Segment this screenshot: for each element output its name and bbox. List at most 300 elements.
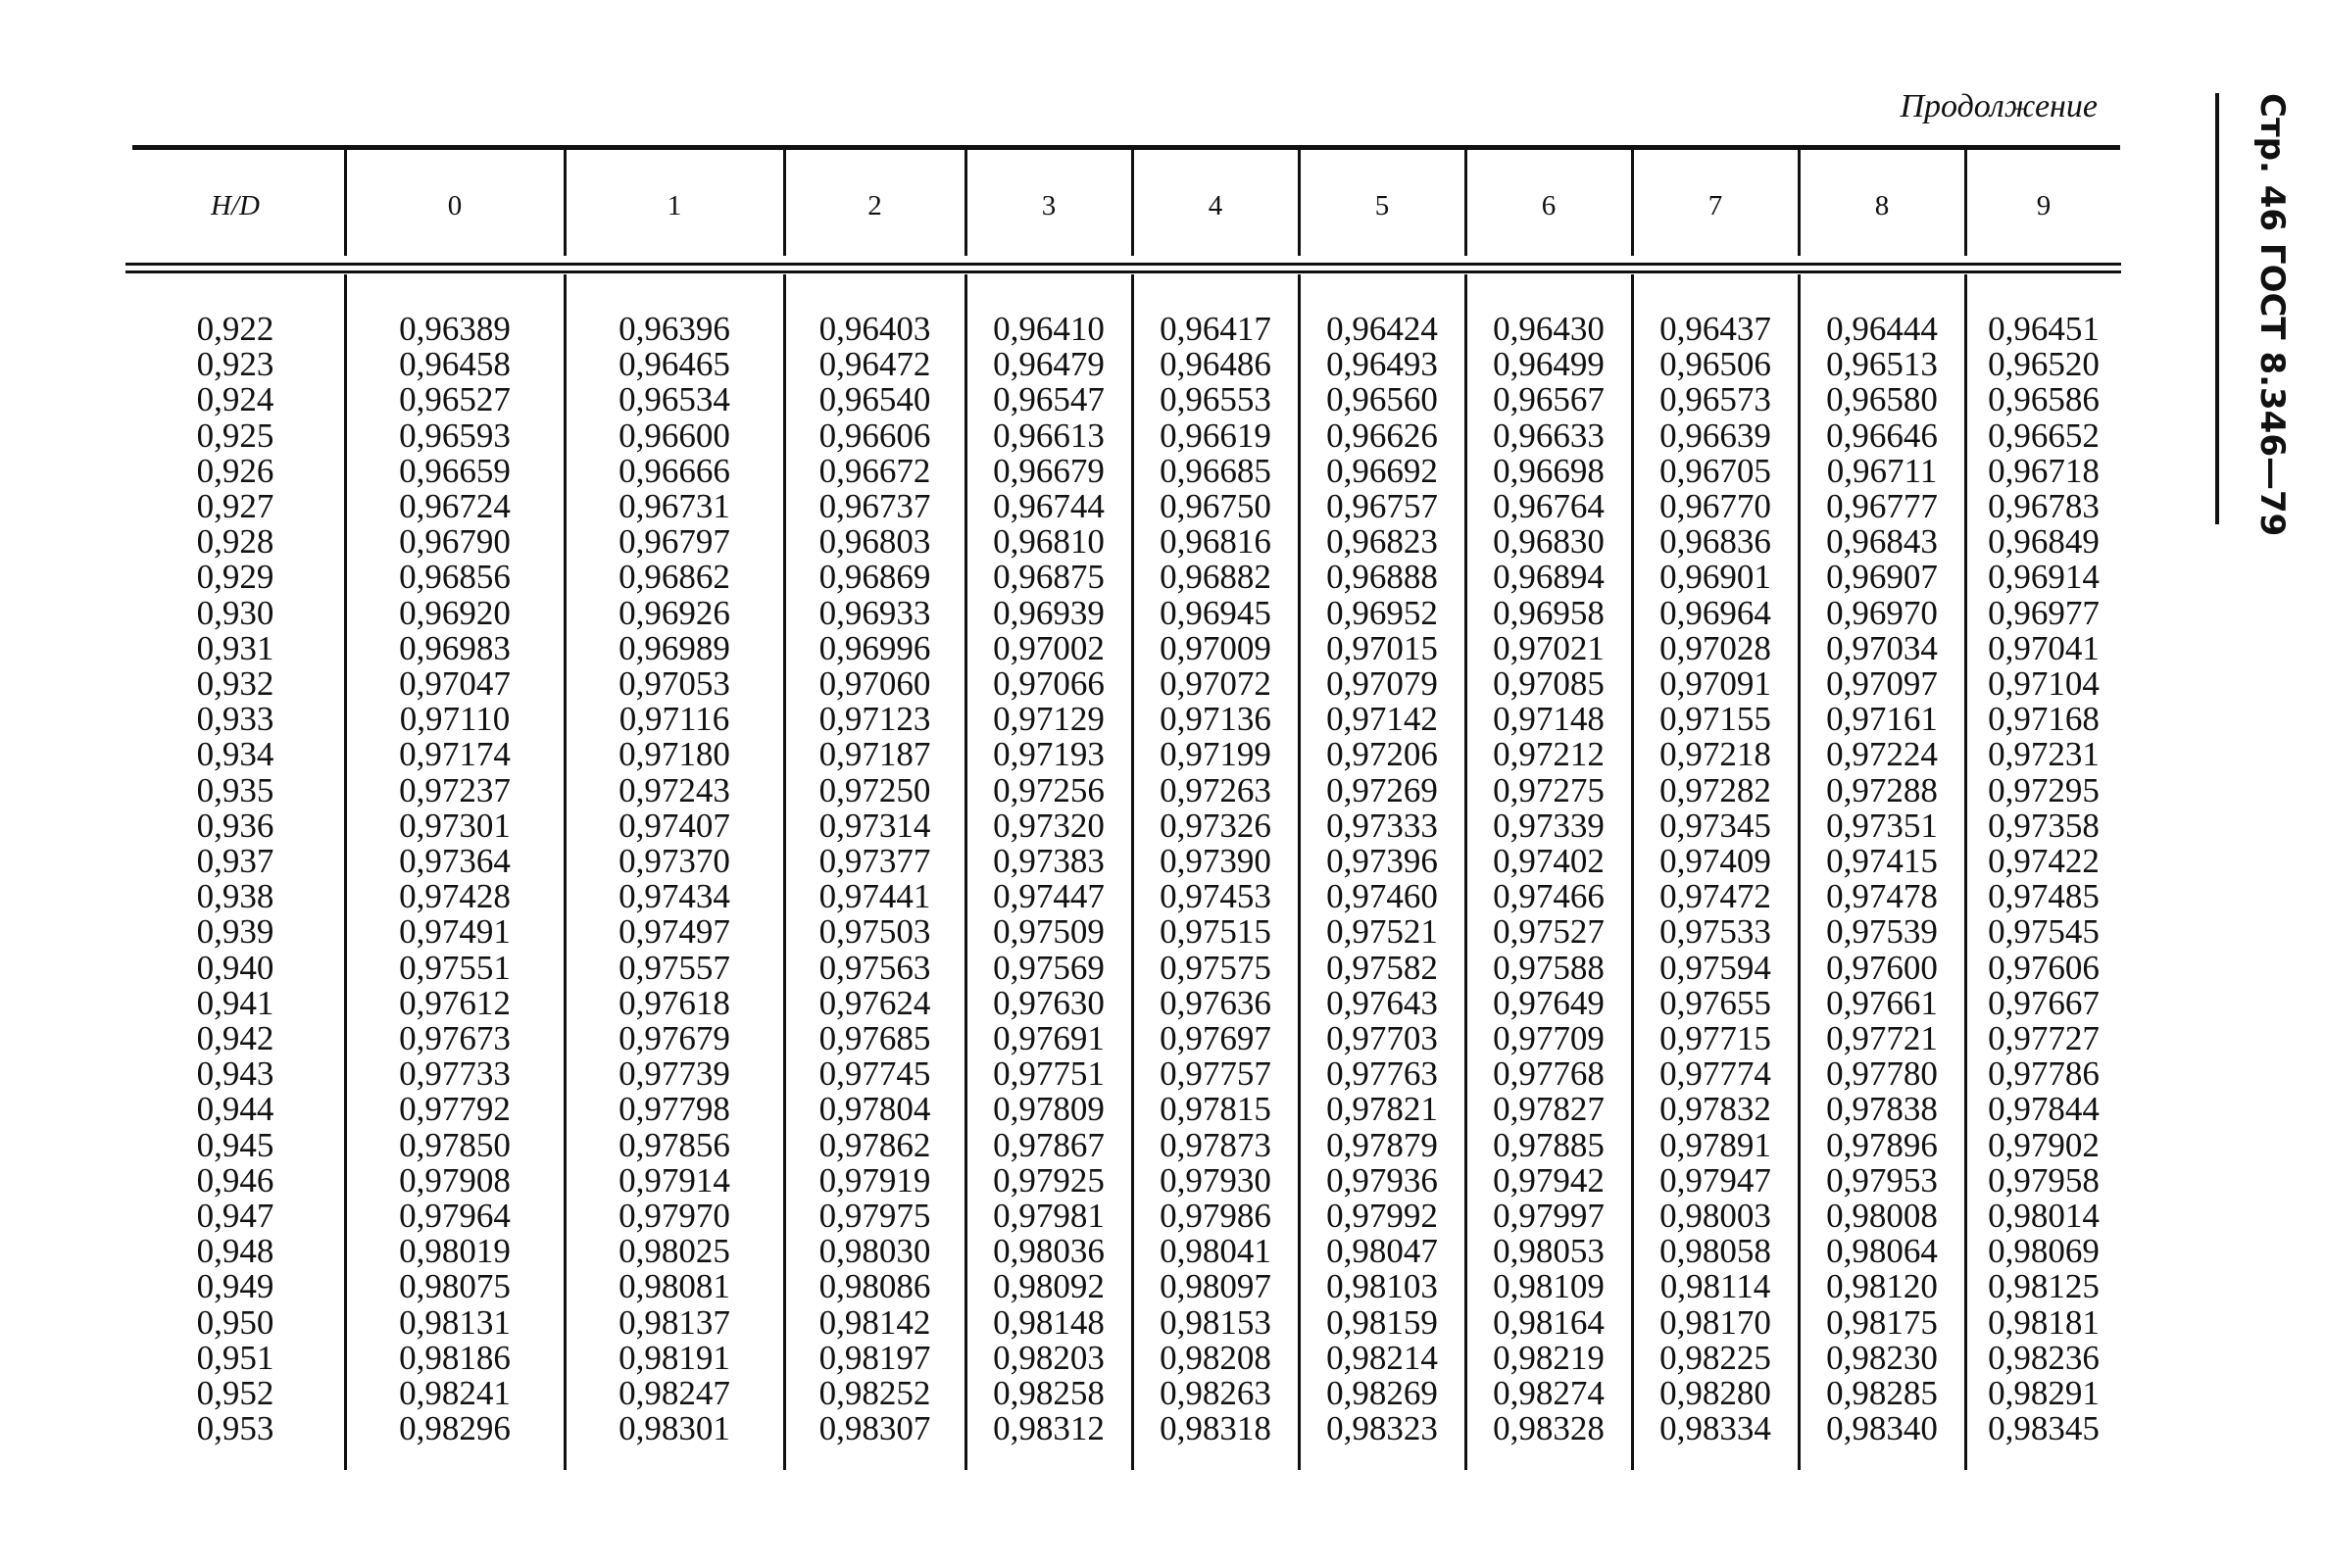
header-double-rule-lower <box>125 270 2121 273</box>
table-cell: 0,97815 <box>1160 1090 1271 1129</box>
table-cell: 0,96816 <box>1160 522 1271 562</box>
table-cell: 0,97612 <box>399 983 511 1022</box>
table-cell: 0,97237 <box>399 770 511 809</box>
table-cell: 0,96750 <box>1160 487 1271 525</box>
table-cell: 0,97992 <box>1326 1197 1438 1235</box>
table-cell: 0,97856 <box>618 1125 730 1164</box>
table-cell: 0,97551 <box>399 948 511 987</box>
hd-value-cell: 0,933 <box>196 700 274 739</box>
table-cell: 0,97174 <box>399 735 511 774</box>
table-cell: 0,96970 <box>1826 593 1938 632</box>
table-cell: 0,96989 <box>618 628 730 667</box>
table-cell: 0,96810 <box>993 522 1105 562</box>
table-cell: 0,97630 <box>993 983 1105 1022</box>
table-cell: 0,96888 <box>1326 558 1438 597</box>
table-cell: 0,97661 <box>1826 983 1938 1022</box>
table-cell: 0,96875 <box>993 558 1105 597</box>
header-cell-0: 0 <box>447 190 463 221</box>
table-cell: 0,96424 <box>1326 310 1438 348</box>
table-row <box>0 1338 2156 1377</box>
hd-value-cell: 0,928 <box>196 522 274 562</box>
table-row <box>0 312 2156 347</box>
table-row <box>0 1269 2156 1304</box>
table-cell: 0,96869 <box>818 558 931 597</box>
table-cell: 0,97515 <box>1160 912 1271 952</box>
table-cell: 0,98219 <box>1493 1338 1605 1377</box>
table-row <box>0 666 2156 702</box>
column-divider <box>1631 150 1634 256</box>
table-cell: 0,97643 <box>1326 983 1438 1022</box>
table-cell: 0,97110 <box>399 700 511 739</box>
table-cell: 0,98030 <box>818 1232 931 1271</box>
table-cell: 0,97569 <box>993 948 1105 987</box>
table-cell: 0,97997 <box>1493 1197 1605 1235</box>
table-row <box>0 808 2156 844</box>
table-cell: 0,97873 <box>1160 1125 1271 1164</box>
table-cell: 0,97975 <box>818 1197 931 1235</box>
hd-value-cell: 0,945 <box>196 1125 274 1164</box>
table-cell: 0,96958 <box>1493 593 1605 632</box>
table-cell: 0,96770 <box>1659 487 1771 525</box>
table-cell: 0,98301 <box>618 1409 730 1448</box>
table-cell: 0,97072 <box>1160 664 1271 703</box>
header-cell-5: 5 <box>1374 190 1390 221</box>
table-cell: 0,97981 <box>993 1197 1105 1235</box>
table-cell: 0,96823 <box>1326 522 1438 562</box>
hd-value-cell: 0,952 <box>196 1374 274 1412</box>
table-cell: 0,96977 <box>1988 593 2100 632</box>
table-cell: 0,96672 <box>818 451 931 490</box>
table-cell: 0,97390 <box>1160 842 1271 880</box>
table-cell: 0,97472 <box>1659 877 1771 916</box>
header-cell-8: 8 <box>1874 190 1890 221</box>
table-cell: 0,97339 <box>1493 806 1605 845</box>
table-cell: 0,97804 <box>818 1090 931 1129</box>
table-cell: 0,96901 <box>1659 558 1771 597</box>
table-cell: 0,97636 <box>1160 983 1271 1022</box>
hd-value-cell: 0,942 <box>196 1019 274 1057</box>
table-cell: 0,98125 <box>1988 1267 2100 1306</box>
table-cell: 0,96586 <box>1988 380 2100 419</box>
table-cell: 0,96939 <box>993 593 1105 632</box>
table-cell: 0,97288 <box>1826 770 1938 809</box>
table-cell: 0,98148 <box>993 1302 1105 1342</box>
table-cell: 0,98164 <box>1493 1302 1605 1342</box>
hd-value-cell: 0,930 <box>196 593 274 632</box>
table-cell: 0,98114 <box>1659 1267 1771 1306</box>
table-cell: 0,98208 <box>1160 1338 1271 1377</box>
hd-value-cell: 0,923 <box>196 345 274 384</box>
table-cell: 0,96458 <box>399 345 511 384</box>
table-cell: 0,97958 <box>1988 1160 2100 1200</box>
table-cell: 0,96619 <box>1160 416 1271 455</box>
table-cell: 0,96926 <box>618 593 730 632</box>
continuation-caption: Продолжение <box>1900 88 2098 124</box>
header-double-rule-upper <box>125 263 2121 266</box>
table-cell: 0,96724 <box>399 487 511 525</box>
table-row <box>0 1411 2156 1446</box>
table-cell: 0,98186 <box>399 1338 511 1377</box>
hd-value-cell: 0,936 <box>196 806 274 845</box>
table-cell: 0,96790 <box>399 522 511 562</box>
table-cell: 0,97715 <box>1659 1019 1771 1057</box>
column-divider <box>1131 150 1134 256</box>
table-row <box>0 347 2156 382</box>
table-cell: 0,97774 <box>1659 1054 1771 1094</box>
header-cell-1: 1 <box>667 190 682 221</box>
table-cell: 0,96783 <box>1988 487 2100 525</box>
table-cell: 0,96996 <box>818 628 931 667</box>
table-cell: 0,98296 <box>399 1409 511 1448</box>
table-cell: 0,97383 <box>993 842 1105 880</box>
table-cell: 0,96567 <box>1493 380 1605 419</box>
table-cell: 0,98014 <box>1988 1197 2100 1235</box>
table-cell: 0,98064 <box>1826 1232 1938 1271</box>
side-page-label-text: Стр. 46 ГОСТ 8.346—79 <box>2252 93 2292 537</box>
table-cell: 0,97155 <box>1659 700 1771 739</box>
table-cell: 0,96486 <box>1160 345 1271 384</box>
table-cell: 0,96606 <box>818 416 931 455</box>
table-cell: 0,98008 <box>1826 1197 1938 1235</box>
table-cell: 0,98263 <box>1160 1374 1271 1412</box>
hd-value-cell: 0,929 <box>196 558 274 597</box>
column-divider <box>965 150 967 256</box>
table-cell: 0,97282 <box>1659 770 1771 809</box>
column-divider <box>1298 150 1301 256</box>
table-cell: 0,97358 <box>1988 806 2100 845</box>
header-cell-hd: H/D <box>211 190 260 221</box>
table-cell: 0,96389 <box>399 310 511 348</box>
table-cell: 0,98230 <box>1826 1338 1938 1377</box>
table-cell: 0,96479 <box>993 345 1105 384</box>
table-cell: 0,98175 <box>1826 1302 1938 1342</box>
table-cell: 0,97703 <box>1326 1019 1438 1057</box>
hd-value-cell: 0,935 <box>196 770 274 809</box>
table-cell: 0,96945 <box>1160 593 1271 632</box>
table-cell: 0,96705 <box>1659 451 1771 490</box>
table-cell: 0,97673 <box>399 1019 511 1057</box>
table-cell: 0,97691 <box>993 1019 1105 1057</box>
table-cell: 0,97947 <box>1659 1160 1771 1200</box>
hd-value-cell: 0,926 <box>196 451 274 490</box>
table-cell: 0,97827 <box>1493 1090 1605 1129</box>
table-cell: 0,98280 <box>1659 1374 1771 1412</box>
table-cell: 0,97930 <box>1160 1160 1271 1200</box>
table-cell: 0,97832 <box>1659 1090 1771 1129</box>
table-cell: 0,97206 <box>1326 735 1438 774</box>
table-cell: 0,98312 <box>993 1409 1105 1448</box>
table-cell: 0,97936 <box>1326 1160 1438 1200</box>
table-cell: 0,97275 <box>1493 770 1605 809</box>
table-cell: 0,96417 <box>1160 310 1271 348</box>
table-row <box>0 593 2156 632</box>
hd-value-cell: 0,947 <box>196 1197 274 1235</box>
table-cell: 0,96560 <box>1326 380 1438 419</box>
table-cell: 0,98285 <box>1826 1374 1938 1412</box>
table-cell: 0,97867 <box>993 1125 1105 1164</box>
table-cell: 0,98340 <box>1826 1409 1938 1448</box>
table-cell: 0,97679 <box>618 1019 730 1057</box>
table-cell: 0,97908 <box>399 1160 511 1200</box>
hd-value-cell: 0,931 <box>196 628 274 667</box>
table-cell: 0,97034 <box>1826 628 1938 667</box>
table-cell: 0,96403 <box>818 310 931 348</box>
table-cell: 0,98142 <box>818 1302 931 1342</box>
table-cell: 0,97256 <box>993 770 1105 809</box>
table-row <box>0 983 2156 1022</box>
table-cell: 0,96757 <box>1326 487 1438 525</box>
table-cell: 0,97809 <box>993 1090 1105 1129</box>
header-cell-6: 6 <box>1541 190 1557 221</box>
table-cell: 0,98120 <box>1826 1267 1938 1306</box>
table-cell: 0,98131 <box>399 1302 511 1342</box>
table-cell: 0,97269 <box>1326 770 1438 809</box>
table-cell: 0,97396 <box>1326 842 1438 880</box>
table-cell: 0,97862 <box>818 1125 931 1164</box>
column-divider <box>564 150 567 256</box>
table-cell: 0,96534 <box>618 380 730 419</box>
table-cell: 0,97582 <box>1326 948 1438 987</box>
table-cell: 0,97136 <box>1160 700 1271 739</box>
table-cell: 0,97721 <box>1826 1019 1938 1057</box>
table-cell: 0,96843 <box>1826 522 1938 562</box>
table-cell: 0,97600 <box>1826 948 1938 987</box>
table-cell: 0,98137 <box>618 1302 730 1342</box>
table-cell: 0,96894 <box>1493 558 1605 597</box>
table-cell: 0,97891 <box>1659 1125 1771 1164</box>
table-cell: 0,97563 <box>818 948 931 987</box>
hd-value-cell: 0,934 <box>196 735 274 774</box>
table-cell: 0,98181 <box>1988 1302 2100 1342</box>
table-cell: 0,96547 <box>993 380 1105 419</box>
table-row <box>0 1021 2156 1056</box>
table-cell: 0,97422 <box>1988 842 2100 880</box>
header-cell-7: 7 <box>1707 190 1723 221</box>
table-cell: 0,97575 <box>1160 948 1271 987</box>
table-cell: 0,97896 <box>1826 1125 1938 1164</box>
table-cell: 0,97503 <box>818 912 931 952</box>
table-cell: 0,97509 <box>993 912 1105 952</box>
table-cell: 0,98153 <box>1160 1302 1271 1342</box>
table-cell: 0,97085 <box>1493 664 1605 703</box>
table-cell: 0,98334 <box>1659 1409 1771 1448</box>
hd-value-cell: 0,924 <box>196 380 274 419</box>
table-row <box>0 560 2156 595</box>
table-cell: 0,97545 <box>1988 912 2100 952</box>
table-cell: 0,97370 <box>618 842 730 880</box>
table-cell: 0,97757 <box>1160 1054 1271 1094</box>
hd-value-cell: 0,946 <box>196 1160 274 1200</box>
table-cell: 0,97539 <box>1826 912 1938 952</box>
table-cell: 0,97970 <box>618 1197 730 1235</box>
table-cell: 0,97594 <box>1659 948 1771 987</box>
table-cell: 0,96849 <box>1988 522 2100 562</box>
table-cell: 0,96520 <box>1988 345 2100 384</box>
table-cell: 0,97041 <box>1988 628 2100 667</box>
table-cell: 0,98236 <box>1988 1338 2100 1377</box>
table-cell: 0,97763 <box>1326 1054 1438 1094</box>
table-cell: 0,96437 <box>1659 310 1771 348</box>
hd-value-cell: 0,944 <box>196 1090 274 1129</box>
table-cell: 0,97649 <box>1493 983 1605 1022</box>
table-cell: 0,96659 <box>399 451 511 490</box>
table-cell: 0,97466 <box>1493 877 1605 916</box>
table-cell: 0,97780 <box>1826 1054 1938 1094</box>
table-cell: 0,98247 <box>618 1374 730 1412</box>
table-cell: 0,96666 <box>618 451 730 490</box>
table-cell: 0,97953 <box>1826 1160 1938 1200</box>
table-row <box>0 1056 2156 1092</box>
table-cell: 0,97231 <box>1988 735 2100 774</box>
column-divider <box>344 150 347 256</box>
table-cell: 0,97885 <box>1493 1125 1605 1164</box>
table-cell: 0,97409 <box>1659 842 1771 880</box>
table-cell: 0,97879 <box>1326 1125 1438 1164</box>
table-cell: 0,97428 <box>399 877 511 916</box>
table-cell: 0,97021 <box>1493 628 1605 667</box>
table-cell: 0,97193 <box>993 735 1105 774</box>
table-cell: 0,96540 <box>818 380 931 419</box>
table-cell: 0,97925 <box>993 1160 1105 1200</box>
table-cell: 0,97066 <box>993 664 1105 703</box>
table-cell: 0,97739 <box>618 1054 730 1094</box>
table-cell: 0,97902 <box>1988 1125 2100 1164</box>
table-cell: 0,97263 <box>1160 770 1271 809</box>
table-cell: 0,97250 <box>818 770 931 809</box>
table-cell: 0,97148 <box>1493 700 1605 739</box>
table-cell: 0,98328 <box>1493 1409 1605 1448</box>
hd-value-cell: 0,943 <box>196 1054 274 1094</box>
table-cell: 0,96580 <box>1826 380 1938 419</box>
table-cell: 0,96777 <box>1826 487 1938 525</box>
table-cell: 0,96513 <box>1826 345 1938 384</box>
table-cell: 0,97697 <box>1160 1019 1271 1057</box>
table-cell: 0,96711 <box>1826 451 1938 490</box>
table-cell: 0,96639 <box>1659 416 1771 455</box>
table-row <box>0 702 2156 737</box>
table-cell: 0,97521 <box>1326 912 1438 952</box>
table-cell: 0,97727 <box>1988 1019 2100 1057</box>
hd-value-cell: 0,949 <box>196 1267 274 1306</box>
table-cell: 0,97447 <box>993 877 1105 916</box>
table-cell: 0,96764 <box>1493 487 1605 525</box>
table-cell: 0,98323 <box>1326 1409 1438 1448</box>
table-cell: 0,97557 <box>618 948 730 987</box>
table-cell: 0,96830 <box>1493 522 1605 562</box>
table-cell: 0,98191 <box>618 1338 730 1377</box>
table-cell: 0,97212 <box>1493 735 1605 774</box>
table-cell: 0,97187 <box>818 735 931 774</box>
table-row <box>0 1125 2156 1164</box>
table-cell: 0,96731 <box>618 487 730 525</box>
table-cell: 0,96451 <box>1988 310 2100 348</box>
table-cell: 0,96685 <box>1160 451 1271 490</box>
table-cell: 0,97618 <box>618 983 730 1022</box>
table-cell: 0,98041 <box>1160 1232 1271 1271</box>
table-cell: 0,97028 <box>1659 628 1771 667</box>
table-cell: 0,97161 <box>1826 700 1938 739</box>
hd-value-cell: 0,948 <box>196 1232 274 1271</box>
table-cell: 0,97497 <box>618 912 730 952</box>
table-cell: 0,96803 <box>818 522 931 562</box>
table-cell: 0,96920 <box>399 593 511 632</box>
table-cell: 0,98203 <box>993 1338 1105 1377</box>
table-cell: 0,97527 <box>1493 912 1605 952</box>
hd-value-cell: 0,939 <box>196 912 274 952</box>
table-cell: 0,97407 <box>618 806 730 845</box>
table-cell: 0,97123 <box>818 700 931 739</box>
table-cell: 0,97116 <box>618 700 730 739</box>
table-cell: 0,97745 <box>818 1054 931 1094</box>
table-cell: 0,96964 <box>1659 593 1771 632</box>
table-row <box>0 489 2156 524</box>
table-cell: 0,97624 <box>818 983 931 1022</box>
header-cell-9: 9 <box>2036 190 2052 221</box>
table-cell: 0,97821 <box>1326 1090 1438 1129</box>
table-cell: 0,97838 <box>1826 1090 1938 1129</box>
table-cell: 0,97685 <box>818 1019 931 1057</box>
column-divider <box>1964 150 1967 256</box>
table-cell: 0,96882 <box>1160 558 1271 597</box>
table-cell: 0,96593 <box>399 416 511 455</box>
table-row <box>0 879 2156 914</box>
header-cell-2: 2 <box>867 190 882 221</box>
table-cell: 0,98258 <box>993 1374 1105 1412</box>
table-cell: 0,97709 <box>1493 1019 1605 1057</box>
header-cell-3: 3 <box>1041 190 1057 221</box>
table-row <box>0 948 2156 987</box>
table-row <box>0 1160 2156 1200</box>
table-cell: 0,98097 <box>1160 1267 1271 1306</box>
table-row <box>0 1234 2156 1269</box>
table-cell: 0,96553 <box>1160 380 1271 419</box>
table-cell: 0,96679 <box>993 451 1105 490</box>
table-cell: 0,97792 <box>399 1090 511 1129</box>
table-cell: 0,97733 <box>399 1054 511 1094</box>
table-cell: 0,97168 <box>1988 700 2100 739</box>
table-cell: 0,98197 <box>818 1338 931 1377</box>
table-row <box>0 914 2156 950</box>
table-cell: 0,97345 <box>1659 806 1771 845</box>
table-cell: 0,96652 <box>1988 416 2100 455</box>
table-cell: 0,97009 <box>1160 628 1271 667</box>
table-cell: 0,96862 <box>618 558 730 597</box>
table-row <box>0 418 2156 454</box>
table-cell: 0,97015 <box>1326 628 1438 667</box>
table-cell: 0,96396 <box>618 310 730 348</box>
table-cell: 0,97364 <box>399 842 511 880</box>
table-cell: 0,97415 <box>1826 842 1938 880</box>
table-cell: 0,97751 <box>993 1054 1105 1094</box>
table-cell: 0,97129 <box>993 700 1105 739</box>
column-divider <box>1464 150 1467 256</box>
table-cell: 0,96573 <box>1659 380 1771 419</box>
table-cell: 0,97441 <box>818 877 931 916</box>
table-cell: 0,96646 <box>1826 416 1938 455</box>
table-cell: 0,96797 <box>618 522 730 562</box>
table-cell: 0,98170 <box>1659 1302 1771 1342</box>
table-cell: 0,97588 <box>1493 948 1605 987</box>
table-cell: 0,97295 <box>1988 770 2100 809</box>
table-cell: 0,96718 <box>1988 451 2100 490</box>
table-cell: 0,97798 <box>618 1090 730 1129</box>
table-cell: 0,97491 <box>399 912 511 952</box>
table-cell: 0,98069 <box>1988 1232 2100 1271</box>
table-cell: 0,96744 <box>993 487 1105 525</box>
side-page-label <box>2215 93 2292 537</box>
table-row <box>0 382 2156 417</box>
table-cell: 0,97002 <box>993 628 1105 667</box>
